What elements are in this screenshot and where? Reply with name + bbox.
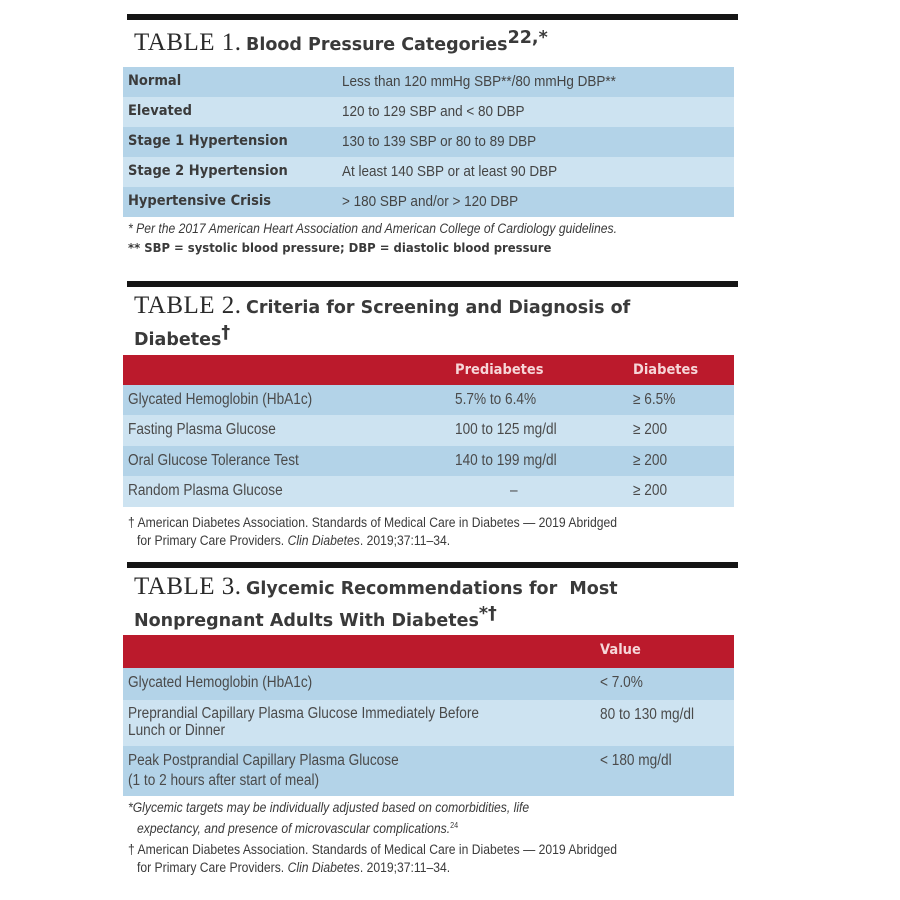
table-row xyxy=(123,700,734,746)
row-label: Glycated Hemoglobin (HbA1c) xyxy=(128,674,313,691)
row-label: Stage 2 Hypertension xyxy=(128,163,288,179)
table-row xyxy=(123,97,734,127)
table1-top-rule xyxy=(127,14,738,20)
table1-footnote-2: ** SBP = systolic blood pressure; DBP = diastolic blood pressure xyxy=(128,240,552,255)
table1-blood-pressure xyxy=(123,67,734,217)
header-value: Value xyxy=(600,642,641,658)
table-header-row xyxy=(123,355,734,385)
table-row xyxy=(123,668,734,700)
row-label xyxy=(128,746,399,791)
row-label: Stage 1 Hypertension xyxy=(128,133,288,149)
row-value: > 180 SBP and/or > 120 DBP xyxy=(342,193,519,210)
footnote-text: . 2019;37:11–34. xyxy=(359,860,451,875)
footnote-text: expectancy, and presence of microvascular complications. xyxy=(137,821,451,836)
diabetes-value: ≥ 200 xyxy=(633,482,668,499)
row-label: Fasting Plasma Glucose xyxy=(128,421,276,438)
table1-title-sup: 22,* xyxy=(507,28,548,48)
table3-title xyxy=(134,575,734,634)
table-row xyxy=(123,67,734,97)
row-label xyxy=(128,700,479,739)
footnote-text: for Primary Care Providers. xyxy=(137,533,288,548)
table3-number: TABLE 3. xyxy=(134,573,242,600)
row-label: Oral Glucose Tolerance Test xyxy=(128,452,299,469)
prediabetes-value: 100 to 125 mg/dl xyxy=(455,421,557,438)
table-row xyxy=(123,476,734,507)
table3-footnote-1-line1 xyxy=(128,800,529,816)
table3-footnote-2-line2 xyxy=(137,860,450,876)
table2-diabetes-criteria xyxy=(123,355,734,507)
diabetes-value: ≥ 200 xyxy=(633,421,668,438)
prediabetes-value: 140 to 199 mg/dl xyxy=(455,452,557,469)
table-row xyxy=(123,157,734,187)
footnote-sup: 24 xyxy=(450,821,459,830)
diabetes-value: ≥ 200 xyxy=(633,452,668,469)
table2-number: TABLE 2. xyxy=(134,292,242,319)
row-value: 80 to 130 mg/dl xyxy=(600,706,695,723)
footnote-text: for Primary Care Providers. xyxy=(137,860,288,875)
row-label: Hypertensive Crisis xyxy=(128,193,272,209)
prediabetes-value: 5.7% to 6.4% xyxy=(455,391,537,408)
table-row xyxy=(123,385,734,415)
table2-title-line1: Criteria for Screening and Diagnosis of xyxy=(246,298,631,318)
table1-title-text: Blood Pressure Categories xyxy=(246,35,508,55)
table1-title xyxy=(134,26,734,58)
cropped-text-fragment xyxy=(455,0,465,4)
table3-footnote-2-line1: † American Diabetes Association. Standards of Medical Care in Diabetes — 2019 Abridged xyxy=(128,842,617,857)
row-value: Less than 120 mmHg SBP**/80 mmHg DBP** xyxy=(342,73,616,90)
table-row xyxy=(123,127,734,157)
table3-top-rule xyxy=(127,562,738,568)
diabetes-value: ≥ 6.5% xyxy=(633,391,676,408)
table-row xyxy=(123,746,734,796)
table2-title-sup: † xyxy=(221,323,231,343)
footnote-text: . 2019;37:11–34. xyxy=(359,533,451,548)
table-row xyxy=(123,446,734,476)
footnote-text: *Glycemic targets may be individually adjusted based on comorbidities, life xyxy=(128,800,530,815)
table-header-row xyxy=(123,635,734,668)
table-row xyxy=(123,187,734,217)
table1-footnote-1 xyxy=(128,221,617,237)
row-label: Random Plasma Glucose xyxy=(128,482,283,499)
table2-footnote-line1: † American Diabetes Association. Standards of Medical Care in Diabetes — 2019 Abridged xyxy=(128,515,617,530)
row-label-line1: Peak Postprandial Capillary Plasma Glucose xyxy=(128,752,399,769)
table3-glycemic-recommendations xyxy=(123,635,734,796)
footnote-text: * Per the 2017 American Heart Association and American College of Cardiology guidelines. xyxy=(128,221,617,236)
row-label: Elevated xyxy=(128,103,192,119)
table3-title-line2: Nonpregnant Adults With Diabetes xyxy=(134,611,479,631)
row-label-line1: Preprandial Capillary Plasma Glucose Immediately Before xyxy=(128,705,480,722)
table-row xyxy=(123,415,734,446)
row-value: At least 140 SBP or at least 90 DBP xyxy=(342,163,558,180)
journal-name: Clin Diabetes xyxy=(287,860,360,875)
header-diabetes: Diabetes xyxy=(633,362,699,378)
prediabetes-value: – xyxy=(510,482,518,499)
table2-top-rule xyxy=(127,281,738,287)
row-label: Normal xyxy=(128,73,182,89)
row-value: 120 to 129 SBP and < 80 DBP xyxy=(342,103,525,120)
row-label-line2: Lunch or Dinner xyxy=(128,722,226,739)
header-prediabetes: Prediabetes xyxy=(455,362,544,378)
table3-footnote-1-line2 xyxy=(137,818,458,837)
table3-title-sup: *† xyxy=(478,604,497,624)
row-value: < 180 mg/dl xyxy=(600,752,672,769)
table2-title xyxy=(134,294,734,353)
table2-title-line2: Diabetes xyxy=(134,330,222,350)
table1-number: TABLE 1. xyxy=(134,29,242,56)
row-value: 130 to 139 SBP or 80 to 89 DBP xyxy=(342,133,537,150)
table2-footnote-line2 xyxy=(137,533,450,549)
row-label-line2: (1 to 2 hours after start of meal) xyxy=(128,772,320,789)
table3-title-line1: Glycemic Recommendations for Most xyxy=(246,579,618,599)
row-value: < 7.0% xyxy=(600,674,643,691)
journal-name: Clin Diabetes xyxy=(287,533,360,548)
row-label: Glycated Hemoglobin (HbA1c) xyxy=(128,391,313,408)
